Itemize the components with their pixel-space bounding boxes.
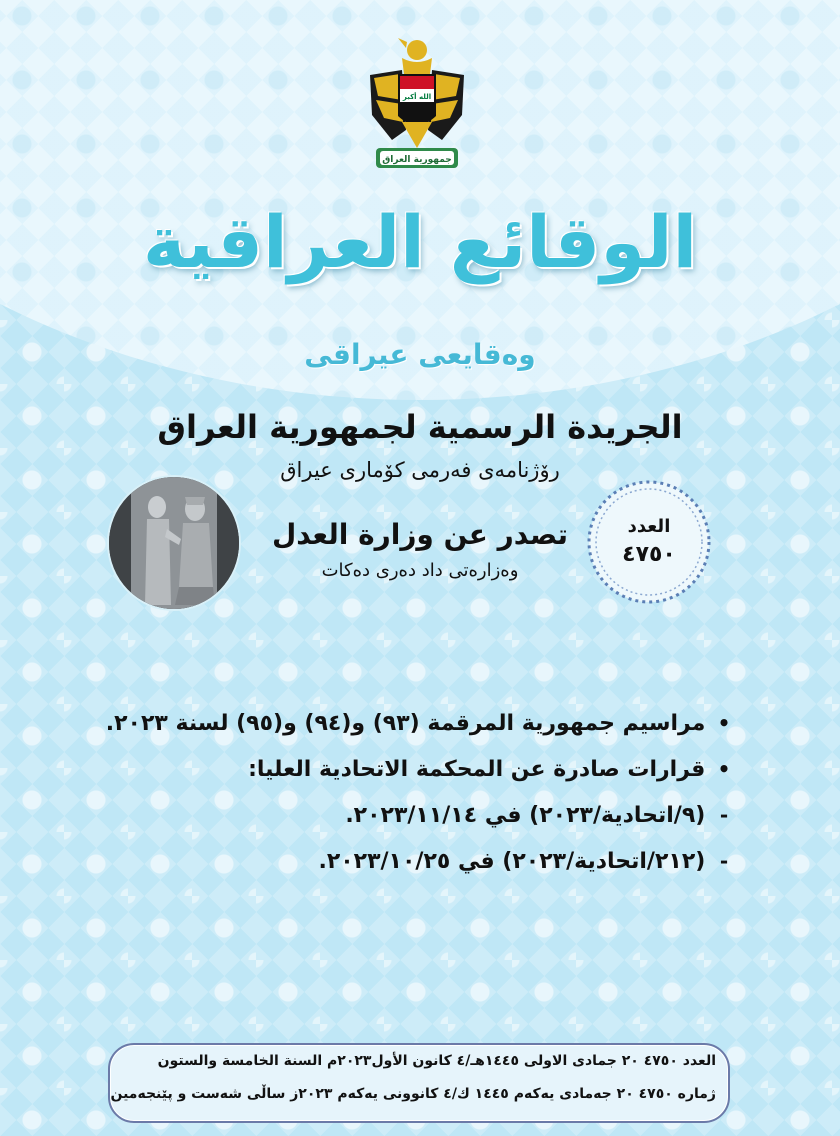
- issue-label: العدد: [627, 516, 671, 537]
- dash-marker: -: [719, 803, 729, 827]
- footer-issue-info: [108, 1043, 730, 1123]
- dash-marker: -: [719, 849, 729, 873]
- issuer-kurdish: وەزارەتی داد دەری دەكات: [321, 560, 519, 581]
- hammurabi-stele-photo: [107, 475, 241, 611]
- official-gazette-subtitle: الجريدة الرسمية لجمهورية العراق: [157, 408, 683, 446]
- list-item: [220, 746, 735, 792]
- masthead-title-kurdish: وەقايعی عيراقی: [304, 338, 536, 371]
- list-item: [105, 700, 735, 746]
- official-gazette-subtitle-kurdish: رۆژنامەی فەرمی كۆماری عيراق: [280, 458, 560, 482]
- bullet-marker: •: [717, 757, 731, 781]
- list-item-text: (٩/اتحادية/٢٠٢٣) في ٢٠٢٣/١١/١٤.: [345, 803, 706, 828]
- stele-relief-icon: [109, 477, 239, 609]
- list-item: [220, 792, 735, 838]
- emblem-inscription: جمهورية العراق: [382, 155, 452, 165]
- bullet-marker: •: [717, 711, 731, 735]
- list-item-text: قرارات صادرة عن المحكمة الاتحادية العليا:: [248, 757, 706, 782]
- footer-line-arabic: العدد ٤٧٥٠ ٢٠ جمادى الاولى ١٤٤٥هـ/٤ كانون الأول٢٠٢٣م السنة الخامسة والستون: [157, 1053, 716, 1069]
- issuer-arabic: تصدر عن وزارة العدل: [271, 518, 569, 551]
- list-item: [220, 838, 735, 884]
- iraq-eagle-emblem-icon: [362, 30, 472, 175]
- issue-badge: [585, 478, 713, 606]
- list-item-text: مراسيم جمهورية المرقمة (٩٣) و(٩٤) و(٩٥) لسنة ٢٠٢٣.: [105, 711, 706, 736]
- list-item-text: (٢١٢/اتحادية/٢٠٢٣) في ٢٠٢٣/١٠/٢٥.: [318, 849, 706, 874]
- flag-text: الله أكبر: [402, 93, 432, 101]
- contents-list: [105, 700, 735, 884]
- footer-line-kurdish: ژمارە ٤٧٥٠ ٢٠ جەمادى يەكەم ١٤٤٥ ك/٤ كانوونی يەكەم ٢٠٢٣ز ساڵی شەست و پێنجەمین: [110, 1086, 716, 1102]
- issue-number: ٤٧٥٠: [622, 542, 676, 567]
- masthead-title: الوقائع العراقية: [142, 200, 698, 284]
